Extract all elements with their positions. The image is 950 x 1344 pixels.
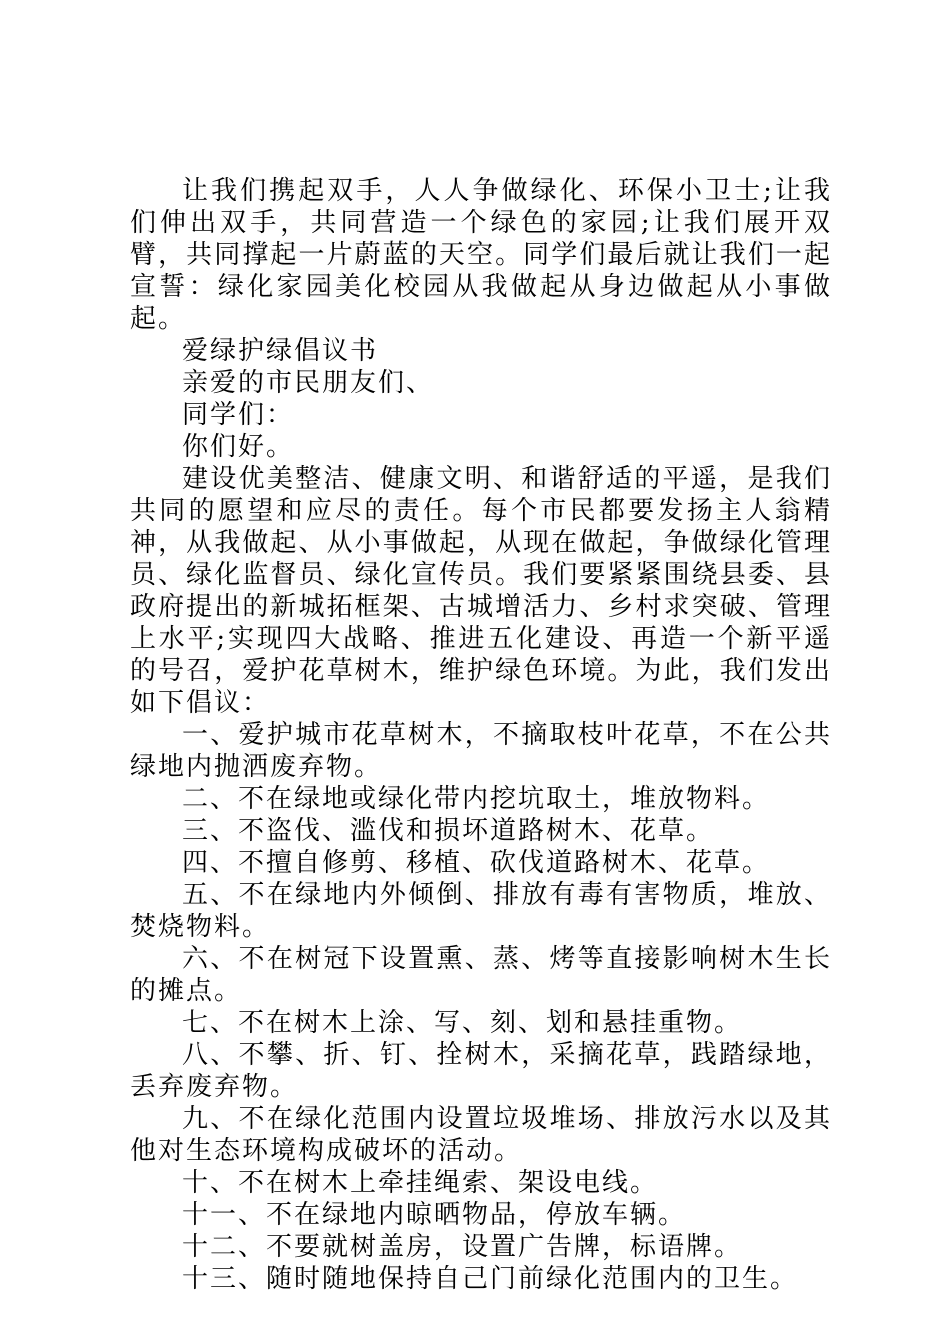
proposal-item-9: 九、不在绿化范围内设置垃圾堆场、排放污水以及其他对生态环境构成破坏的活动。 (130, 1104, 832, 1166)
proposal-item-13: 十三、随时随地保持自己门前绿化范围内的卫生。 (182, 1264, 799, 1294)
proposal-item-2: 二、不在绿地或绿化带内挖坑取土，堆放物料。 (182, 784, 771, 814)
proposal-item-6: 六、不在树冠下设置熏、蒸、烤等直接影响树木生长的摊点。 (130, 944, 832, 1006)
salutation-students: 同学们： (182, 400, 295, 430)
proposal-item-11: 十一、不在绿地内晾晒物品，停放车辆。 (182, 1200, 687, 1230)
paragraph-introduction: 建设优美整洁、健康文明、和谐舒适的平遥，是我们共同的愿望和应尽的责任。每个市民都要发扬主人翁精神，从我做起、从小事做起，从现在做起，争做绿化管理员、绿化监督员、绿化宣传员。我们要紧紧围绕县委、县政府提出的新城拓框架、古城增活力、乡村求突破、管理上水平;实现四大战略、推进五化建设、再造一个新平遥的号召，爱护花草树木，维护绿色环境。为此，我们发出如下倡议： (130, 464, 832, 718)
greeting: 你们好。 (182, 432, 295, 462)
proposal-item-5: 五、不在绿地内外倾倒、排放有毒有害物质，堆放、焚烧物料。 (130, 880, 832, 942)
paragraph-closing-appeal: 让我们携起双手，人人争做绿化、环保小卫士;让我们伸出双手，共同营造一个绿色的家园;让我们展开双臂，共同撑起一片蔚蓝的天空。同学们最后就让我们一起宣誓：绿化家园美化校园从我做起从身边做起从小事做起。 (130, 176, 832, 334)
proposal-item-1: 一、爱护城市花草树木，不摘取枝叶花草，不在公共绿地内抛洒废弃物。 (130, 720, 832, 782)
proposal-title: 爱绿护绿倡议书 (182, 336, 379, 366)
proposal-item-8: 八、不攀、折、钉、拴树木，采摘花草，践踏绿地，丢弃废弃物。 (130, 1040, 832, 1102)
proposal-item-7: 七、不在树木上涂、写、刻、划和悬挂重物。 (182, 1008, 743, 1038)
proposal-item-3: 三、不盗伐、滥伐和损坏道路树木、花草。 (182, 816, 715, 846)
salutation-citizens: 亲爱的市民朋友们、 (182, 368, 435, 398)
proposal-item-10: 十、不在树木上牵挂绳索、架设电线。 (182, 1168, 659, 1198)
document-body (130, 175, 832, 1295)
proposal-item-4: 四、不擅自修剪、移植、砍伐道路树木、花草。 (182, 848, 771, 878)
proposal-item-12: 十二、不要就树盖房，设置广告牌，标语牌。 (182, 1232, 743, 1262)
